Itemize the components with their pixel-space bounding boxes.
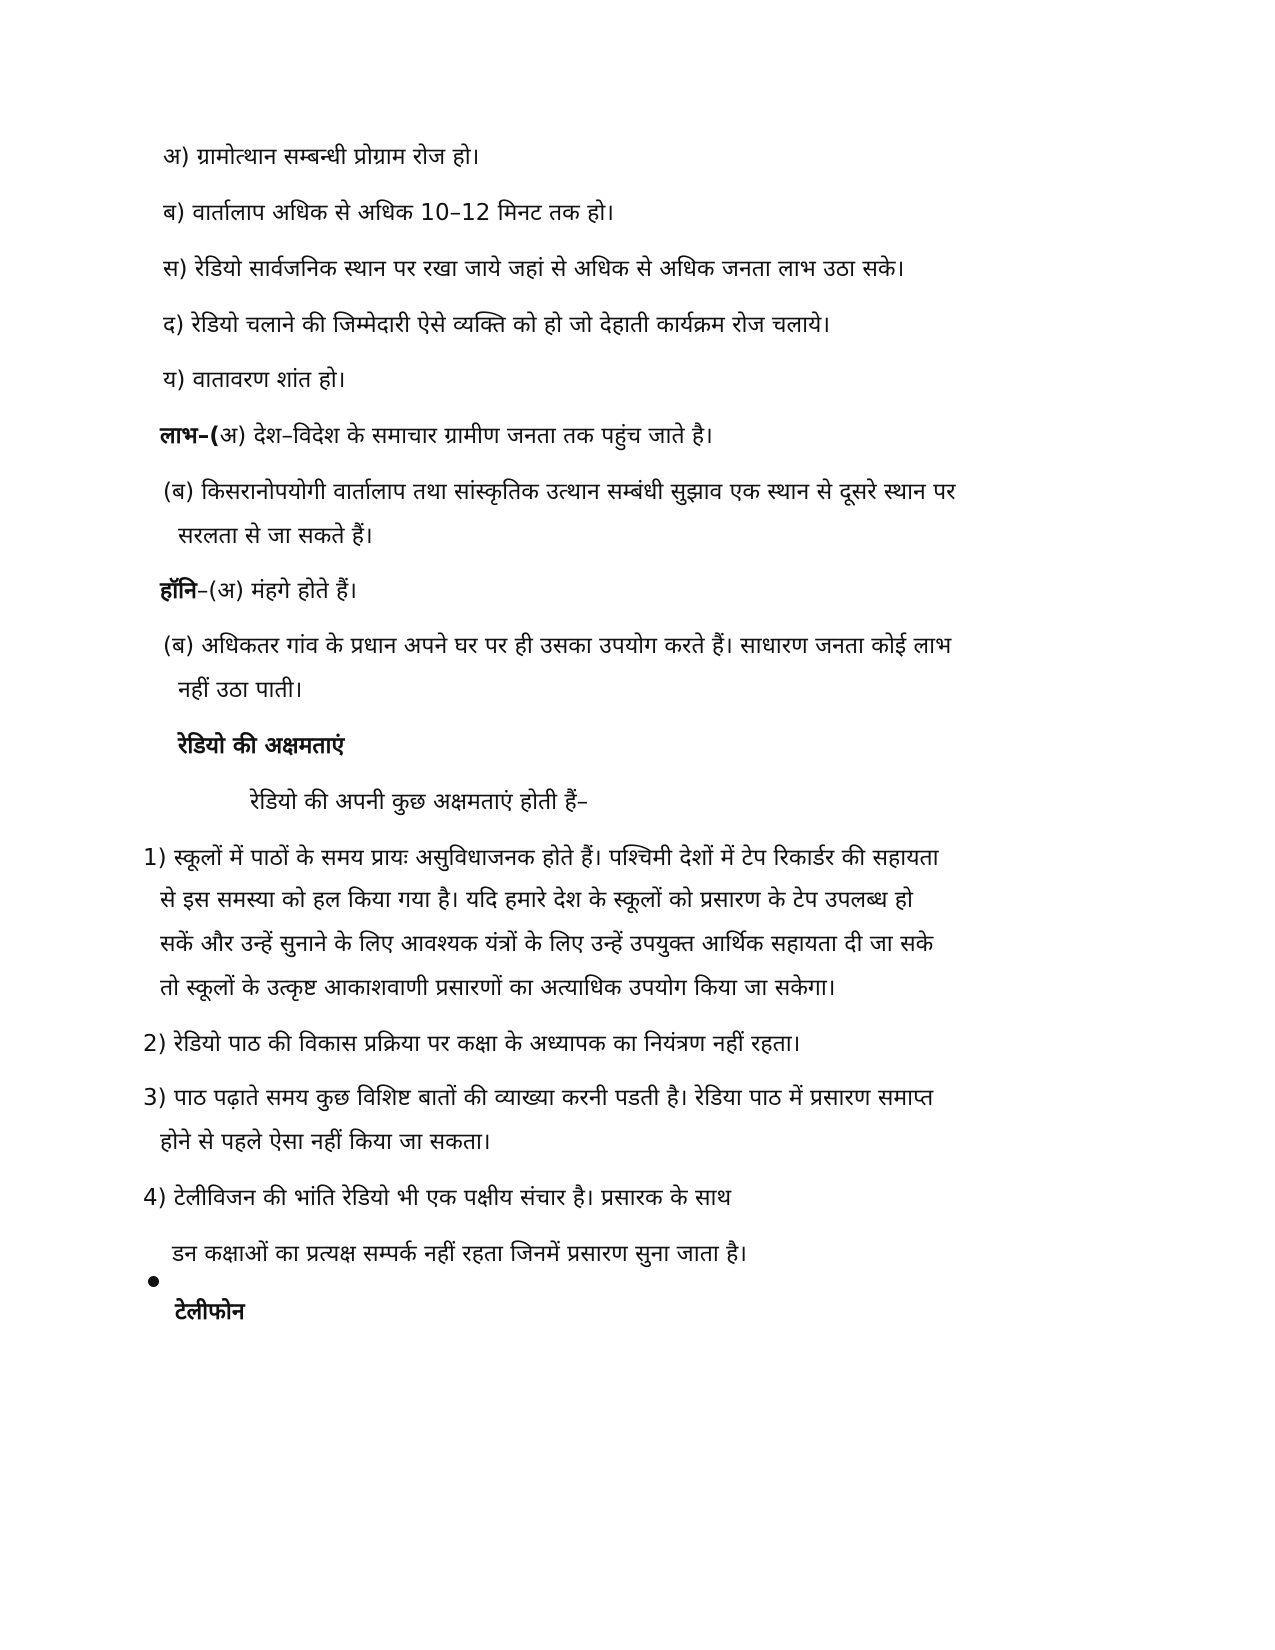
section-intro: रेडियो की अपनी कुछ अक्षमताएं होती हैं– xyxy=(250,789,589,815)
drawbacks-b-line2: नहीं उठा पाती। xyxy=(178,677,303,703)
drawbacks-text: –(अ) मंहगे होते हैं। xyxy=(196,578,357,604)
benefits-b-line1: (ब) किसरानोपयोगी वार्तालाप तथा सांस्कृतिक उत्थान सम्बंधी सुझाव एक स्थान से दूसरे स्थान पर xyxy=(163,479,956,505)
drawbacks-label: हॉनि xyxy=(160,578,197,604)
point-1-line3: सकें और उन्हें सुनाने के लिए आवश्यक यंत्रों के लिए उन्हें उपयुक्त आर्थिक सहायता दी जा सके xyxy=(160,931,934,957)
list-item-y: य) वातावरण शांत हो। xyxy=(163,367,346,393)
point-1-line1: 1) स्कूलों में पाठों के समय प्रायः असुविधाजनक होते हैं। पश्चिमी देशों में टेप रिकार्डर की सहायता xyxy=(143,845,939,871)
list-item-b: ब) वार्तालाप अधिक से अधिक 10–12 मिनट तक हो। xyxy=(163,200,615,226)
point-3-line1: 3) पाठ पढ़ाते समय कुछ विशिष्ट बातों की व्याख्या करनी पडती है। रेडिया पाठ में प्रसारण समाप्त xyxy=(143,1085,934,1111)
point-4-line2: डन कक्षाओं का प्रत्यक्ष सम्पर्क नहीं रहता जिनमें प्रसारण सुना जाता है। xyxy=(172,1241,748,1267)
benefits-b-line2: सरलता से जा सकते हैं। xyxy=(178,523,373,549)
point-4-line1: 4) टेलीविजन की भांति रेडियो भी एक पक्षीय संचार है। प्रसारक के साथ xyxy=(143,1185,732,1211)
benefits-label: लाभ–( xyxy=(160,423,220,449)
section-heading: रेडियो की अक्षमताएं xyxy=(178,733,345,759)
list-item-a: अ) ग्रामोत्थान सम्बन्धी प्रोग्राम रोज हो। xyxy=(163,144,480,170)
drawbacks-line xyxy=(160,575,357,607)
drawbacks-b-line1: (ब) अधिकतर गांव के प्रधान अपने घर पर ही उसका उपयोग करते हैं। साधारण जनता कोई लाभ xyxy=(163,633,952,659)
point-3-line2: होने से पहले ऐसा नहीं किया जा सकता। xyxy=(160,1129,491,1155)
list-item-s: स) रेडियो सार्वजनिक स्थान पर रखा जाये जहां से अधिक से अधिक जनता लाभ उठा सके। xyxy=(163,256,905,282)
benefits-line xyxy=(160,420,713,452)
bullet-icon xyxy=(148,1276,159,1287)
list-item-d: द) रेडियो चलाने की जिम्मेदारी ऐसे व्यक्ति को हो जो देहाती कार्यक्रम रोज चलाये। xyxy=(163,312,831,338)
point-1-line2: से इस समस्या को हल किया गया है। यदि हमारे देश के स्कूलों को प्रसारण के टेप उपलब्ध हो xyxy=(160,887,913,913)
point-2: 2) रेडियो पाठ की विकास प्रक्रिया पर कक्षा के अध्यापक का नियंत्रण नहीं रहता। xyxy=(143,1031,801,1057)
bullet-heading: टेलीफोन xyxy=(175,1299,245,1325)
point-1-line4: तो स्कूलों के उत्कृष्ट आकाशवाणी प्रसारणों का अत्याधिक उपयोग किया जा सकेगा। xyxy=(160,975,836,1001)
benefits-text: अ) देश–विदेश के समाचार ग्रामीण जनता तक पहुंच जाते है। xyxy=(219,423,713,449)
